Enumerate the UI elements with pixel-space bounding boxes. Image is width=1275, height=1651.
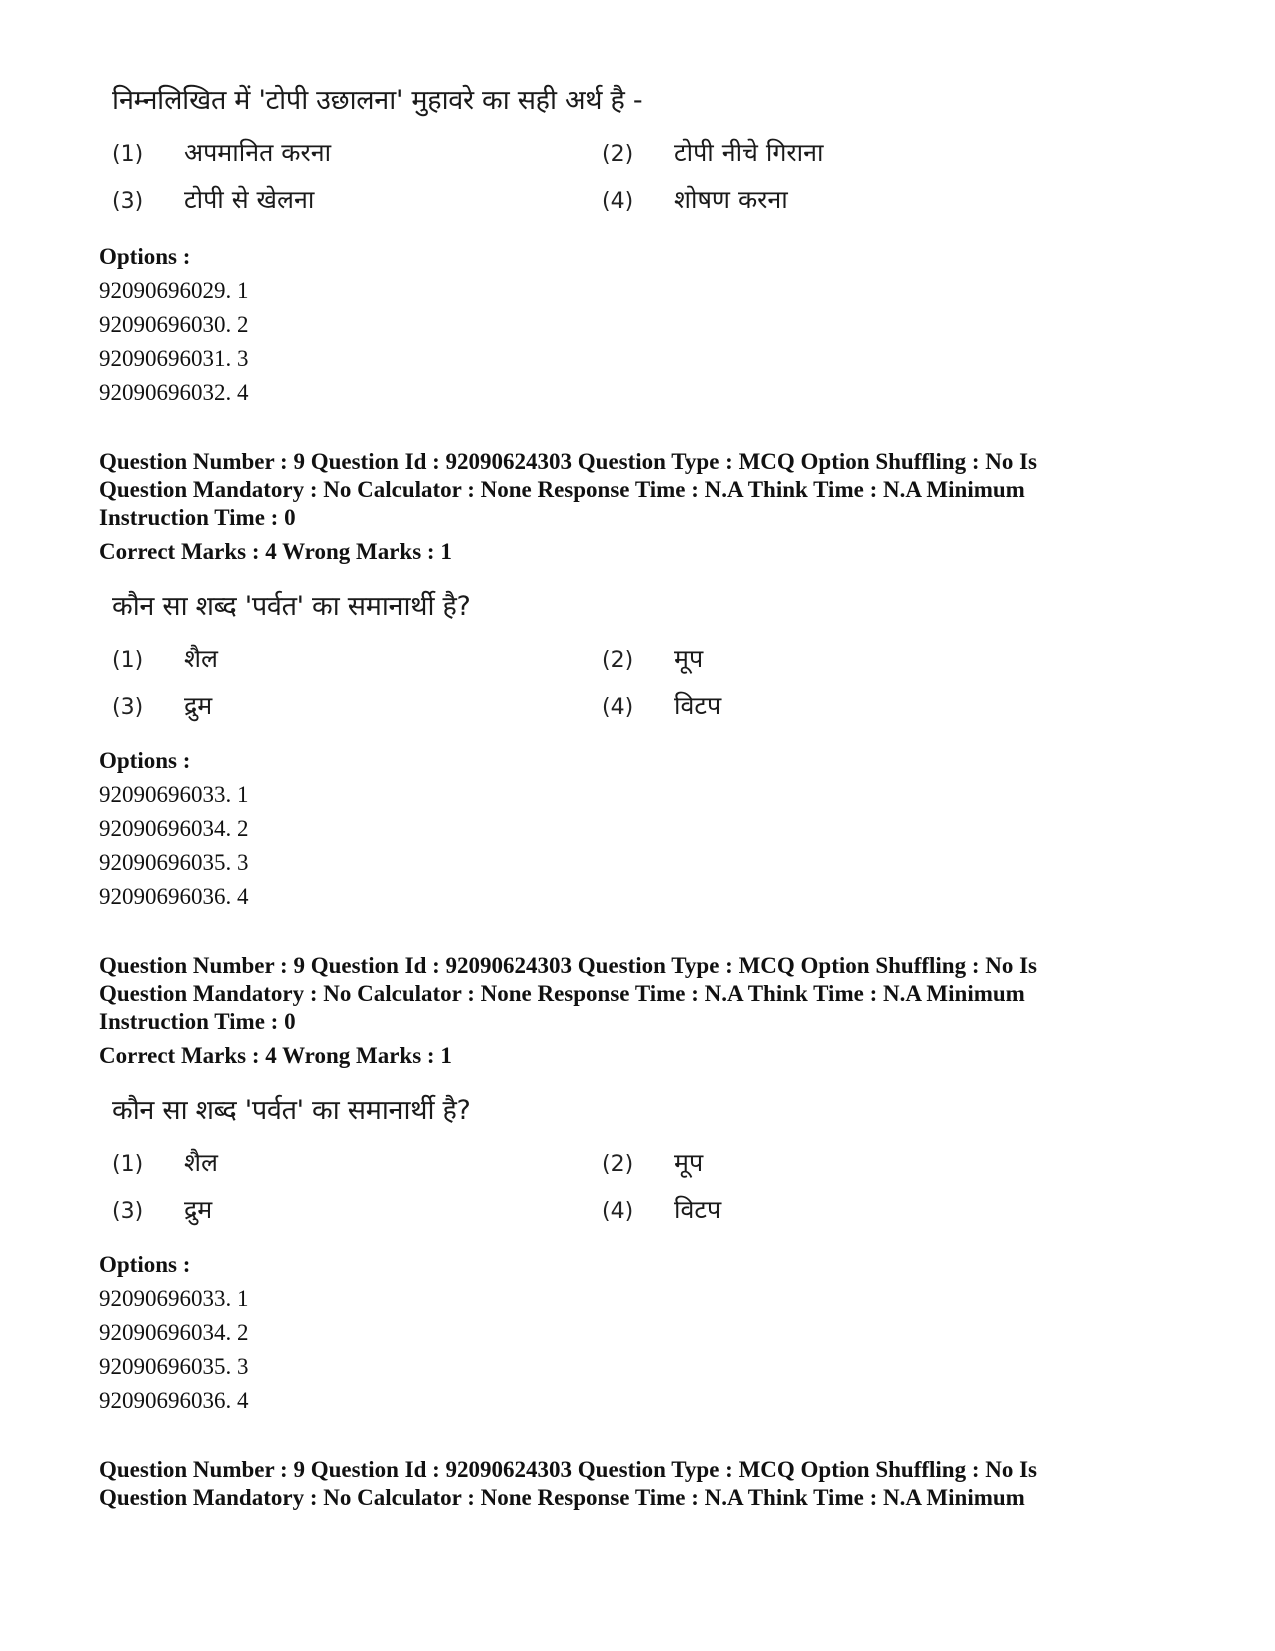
option-item: 92090696031. 3 — [99, 346, 249, 371]
options-list-2 — [99, 744, 249, 914]
question-image-3 — [112, 1090, 872, 1241]
choice-4: (4) विटप — [602, 1195, 722, 1224]
option-item: 92090696032. 4 — [99, 380, 249, 405]
option-item: 92090696035. 3 — [99, 1354, 249, 1379]
choice-1: (1) शैल — [112, 644, 218, 673]
question-image-2 — [112, 586, 872, 737]
option-item: 92090696036. 4 — [99, 1388, 249, 1413]
choice-4: (4) शोषण करना — [602, 185, 788, 214]
question-choices — [112, 135, 872, 231]
question-choices — [112, 641, 872, 737]
question-text: कौन सा शब्द 'पर्वत' का समानार्थी है? — [112, 1095, 471, 1126]
option-item: 92090696034. 2 — [99, 816, 249, 841]
question-image-1 — [112, 80, 872, 231]
choice-1: (1) शैल — [112, 1148, 218, 1177]
question-text: कौन सा शब्द 'पर्वत' का समानार्थी है? — [112, 591, 471, 622]
choice-3: (3) द्रुम — [112, 691, 213, 720]
options-list-3 — [99, 1248, 249, 1418]
choice-4: (4) विटप — [602, 691, 722, 720]
option-item: 92090696029. 1 — [99, 278, 249, 303]
choice-3: (3) टोपी से खेलना — [112, 185, 315, 214]
options-header: Options : — [99, 748, 191, 773]
choice-3: (3) द्रुम — [112, 1195, 213, 1224]
marks-line: Correct Marks : 4 Wrong Marks : 1 — [99, 1043, 452, 1068]
question-choices — [112, 1145, 872, 1241]
options-list-1 — [99, 240, 249, 410]
option-item: 92090696036. 4 — [99, 884, 249, 909]
marks-line: Correct Marks : 4 Wrong Marks : 1 — [99, 539, 452, 564]
question-text: निम्नलिखित में 'टोपी उछालना' मुहावरे का सही अर्थ है - — [112, 85, 643, 116]
option-item: 92090696034. 2 — [99, 1320, 249, 1345]
question-meta-4: Question Number : 9 Question Id : 92090624303 Question Type : MCQ Option Shuffling : No Is Question Mandatory : No Calculator : None Response Time : N.A Think Time : N.A Minimum — [99, 1457, 1038, 1510]
option-item: 92090696033. 1 — [99, 782, 249, 807]
option-item: 92090696035. 3 — [99, 850, 249, 875]
options-header: Options : — [99, 1252, 191, 1277]
choice-2: (2) मूप — [602, 1148, 704, 1177]
option-item: 92090696033. 1 — [99, 1286, 249, 1311]
choice-2: (2) मूप — [602, 644, 704, 673]
choice-1: (1) अपमानित करना — [112, 138, 332, 167]
options-header: Options : — [99, 244, 191, 269]
choice-2: (2) टोपी नीचे गिराना — [602, 138, 824, 167]
option-item: 92090696030. 2 — [99, 312, 249, 337]
question-meta-2: Question Number : 9 Question Id : 92090624303 Question Type : MCQ Option Shuffling : No Is Question Mandatory : No Calculator : None Response Time : N.A Think Time : N.A Minimum Instruction Time : 0 Correct Marks : 4 Wrong Marks : 1 — [99, 448, 1179, 566]
question-meta-3: Question Number : 9 Question Id : 92090624303 Question Type : MCQ Option Shuffling : No Is Question Mandatory : No Calculator : None Response Time : N.A Think Time : N.A Minimum Instruction Time : 0 Correct Marks : 4 Wrong Marks : 1 — [99, 952, 1179, 1070]
